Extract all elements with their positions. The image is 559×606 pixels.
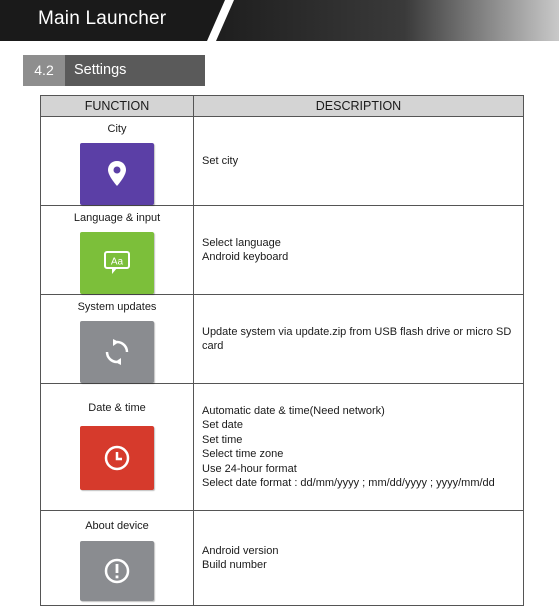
table-header-row [41, 96, 524, 117]
about-device-app-tile [80, 541, 154, 601]
description-line: Android version [202, 545, 279, 557]
table-row [41, 117, 524, 206]
description-cell [194, 511, 524, 606]
table-row [41, 206, 524, 295]
city-app-tile [80, 143, 154, 205]
page-title: Main Launcher [38, 8, 167, 29]
function-name: Date & time [88, 402, 146, 414]
table-row [41, 511, 524, 606]
section-heading [23, 55, 205, 86]
svg-text:Aa: Aa [110, 256, 124, 268]
section-title: Settings [74, 62, 127, 78]
keyboard-aa-icon [103, 250, 131, 276]
description-cell [194, 117, 524, 206]
description-line: card [202, 340, 224, 352]
function-name: About device [85, 520, 149, 532]
info-icon [103, 557, 131, 585]
header-banner [0, 0, 559, 41]
function-name: System updates [77, 301, 157, 313]
function-cell [41, 295, 194, 384]
function-cell [41, 384, 194, 511]
description-line: Android keyboard [202, 251, 289, 263]
description-line: Use 24-hour format [202, 462, 297, 475]
refresh-icon [103, 338, 131, 366]
function-table [40, 95, 524, 606]
description-line: Update system via update.zip from USB flash drive or micro SD [202, 326, 512, 338]
function-name: City [107, 123, 127, 135]
function-cell [41, 117, 194, 206]
description-line: Automatic date & time(Need network) [202, 404, 385, 417]
description-line: Set city [202, 155, 239, 167]
function-column-header: FUNCTION [41, 96, 194, 117]
function-cell [41, 206, 194, 295]
description-cell [194, 295, 524, 384]
location-pin-icon [106, 160, 128, 188]
description-cell [194, 384, 524, 511]
description-cell [194, 206, 524, 295]
clock-icon [103, 444, 131, 472]
description-line: Set time [202, 433, 243, 446]
date-time-app-tile [80, 426, 154, 490]
language-app-tile [80, 232, 154, 294]
description-line: Select language [202, 237, 281, 249]
description-line: Set date [202, 419, 243, 431]
description-line: Build number [202, 559, 267, 571]
description-column-header: DESCRIPTION [194, 96, 524, 117]
table-row [41, 295, 524, 384]
description-line: Select time zone [202, 448, 284, 460]
function-name: Language & input [73, 212, 161, 224]
section-number: 4.2 [23, 55, 65, 86]
table-row [41, 384, 524, 511]
function-cell [41, 511, 194, 606]
description-line: Select date format : dd/mm/yyyy ; mm/dd/yyyy ; yyyy/mm/dd [202, 477, 495, 489]
system-updates-app-tile [80, 321, 154, 383]
